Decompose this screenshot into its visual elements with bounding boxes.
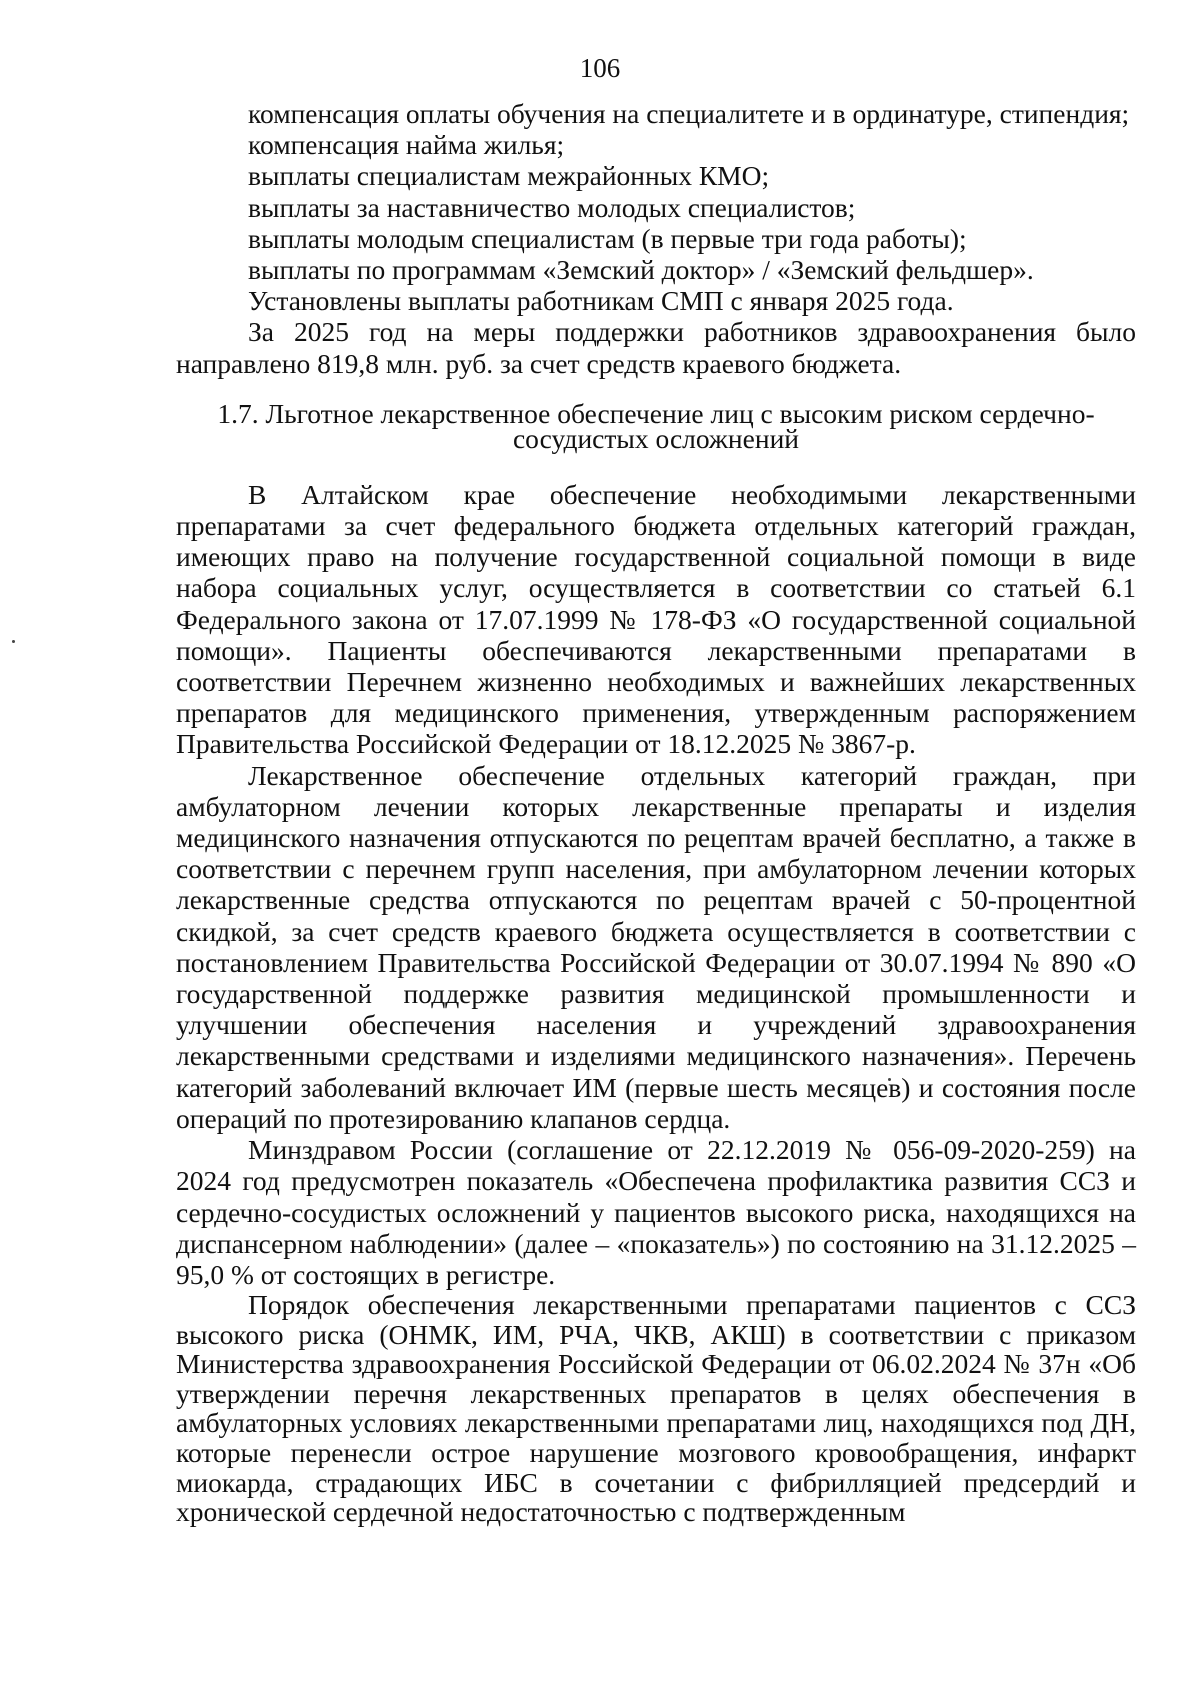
paragraph: компенсация найма жилья; [248, 129, 565, 161]
section-title: 1.7. Льготное лекарственное обеспечение лиц с высоким риском сердечно-сосудистых осложнений [217, 397, 1095, 454]
paragraph: Установлены выплаты работникам СМП с января 2025 года. [248, 285, 954, 317]
paragraph: компенсация оплаты обучения на специалитете и в ординатуре, стипендия; [248, 98, 1130, 129]
scan-speck [12, 640, 15, 643]
document-body [176, 98, 1136, 1527]
paragraph: За 2025 год на меры поддержки работников здравоохранения было направлено 819,8 млн. руб. за счет средств краевого бюджета. [176, 316, 1136, 379]
paragraph: Лекарственное обеспечение отдельных категорий граждан, при амбулаторном лечении которых лекарственные препараты и изделия медицинского назначения отпускаются по рецептам врачей бесплатно, а также в соответствии с перечнем групп населения, при амбулаторном лечении которых лекарственные средства отпускаются по рецептам врачей с 50-процентной скидкой, за счет средств краевого бюджета осуществляется в соответствии с постановлением Правительства Российской Федерации от 30.07.1994 № 890 «О государственной поддержке развития медицинской промышленности и улучшении обеспечения населения и учреждений здравоохранения лекарственными средствами и изделиями медицинского назначения». Перечень категорий заболеваний включает ИМ (первые шесть месяцев) и состояния после операций по протезированию клапанов сердца. [176, 759, 1136, 1134]
paragraph: выплаты специалистам межрайонных КМО; [248, 160, 770, 192]
paragraph: выплаты за наставничество молодых специалистов; [248, 191, 856, 223]
paragraph: выплаты молодым специалистам (в первые три года работы); [248, 222, 967, 254]
paragraph: Минздравом России (соглашение от 22.12.2019 № 056-09-2020-259) на 2024 год предусмотрен показатель «Обеспечена профилактика развития ССЗ и сердечно-сосудистых осложнений у пациентов высокого риска, находящихся на диспансерном наблюдении» (далее – «показатель») по состоянию на 31.12.2025 – 95,0 % от состоящих в регистре. [176, 1134, 1136, 1290]
page-number: 106 [579, 53, 621, 83]
paragraph: Порядок обеспечения лекарственными препаратами пациентов с ССЗ высокого риска (ОНМК, ИМ, РЧА, ЧКВ, АКШ) в соответствии с приказом Министерства здравоохранения Российской Федерации от 06.02.2024 № 37н «Об утверждении перечня лекарственных препаратов в целях обеспечения в амбулаторных условиях лекарственными препаратами лиц, находящихся под ДН, которые перенесли острое нарушение мозгового кровообращения, инфаркт миокарда, страдающих ИБС в сочетании с фибрилляцией предсердий и хронической сердечной недостаточностью с подтвержденным [176, 1289, 1136, 1528]
paragraph: выплаты по программам «Земский доктор» / «Земский фельдшер». [248, 254, 1034, 286]
paragraph: В Алтайском крае обеспечение необходимыми лекарственными препаратами за счет федерального бюджета отдельных категорий граждан, имеющих право на получение государственной социальной помощи в виде набора социальных услуг, осуществляется в соответствии со статьей 6.1 Федерального закона от 17.07.1999 № 178-ФЗ «О государственной социальной помощи». Пациенты обеспечиваются лекарственными препаратами в соответствии Перечнем жизненно необходимых и важнейших лекарственных препаратов для медицинского применения, утвержденным распоряжением Правительства Российской Федерации от 18.12.2025 № 3867-р. [176, 478, 1136, 760]
